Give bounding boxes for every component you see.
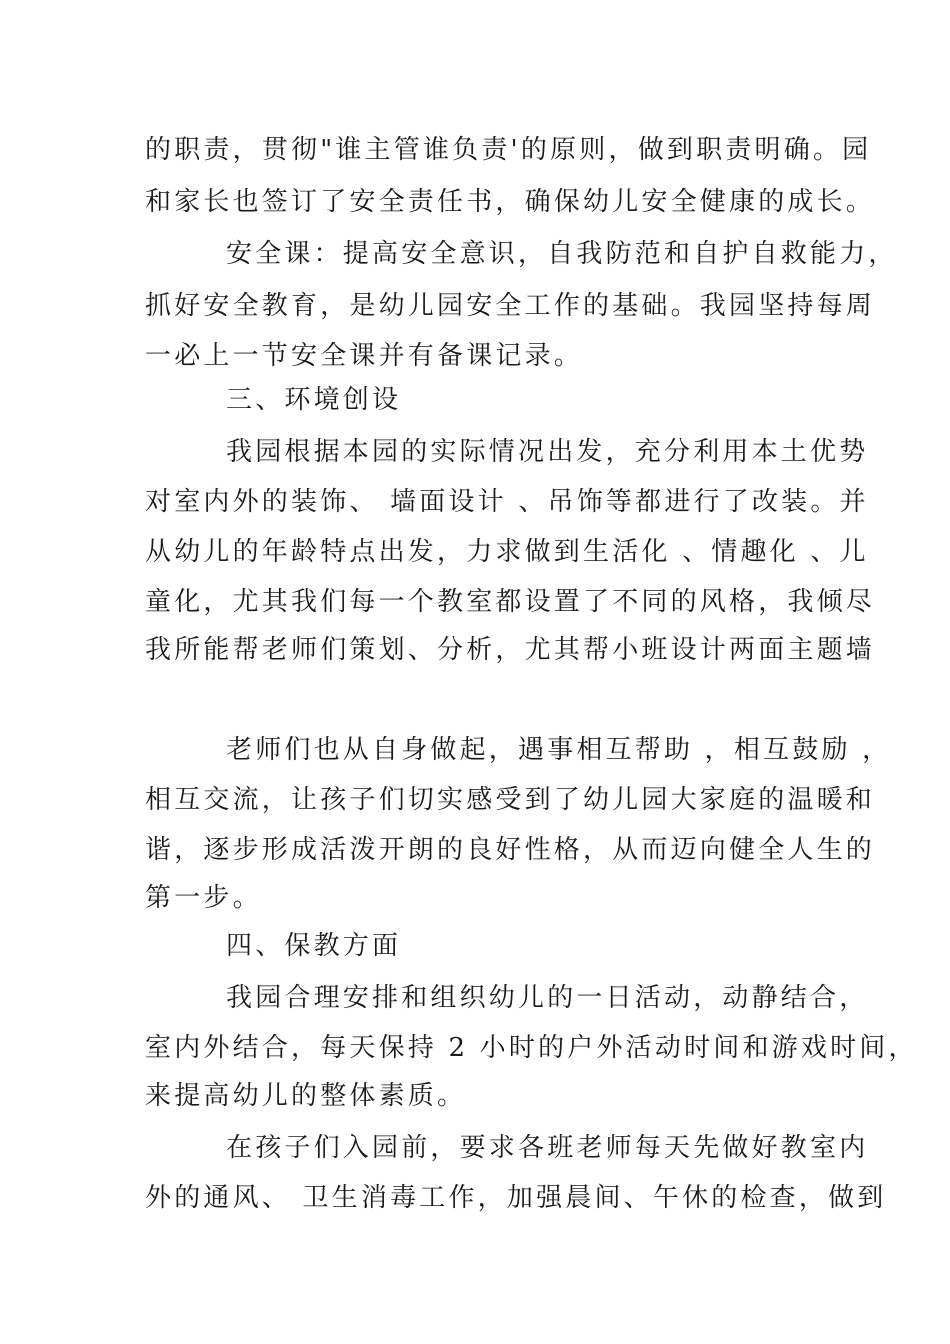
text-line: 抓好安全教育，是幼儿园安全工作的基础。我园坚持每周 bbox=[145, 291, 876, 321]
text-line: 谐，逐步形成活泼开朗的良好性格，从而迈向健全人生的 bbox=[145, 835, 876, 865]
text-line: 相互交流，让孩子们切实感受到了幼儿园大家庭的温暖和 bbox=[145, 785, 876, 815]
text-line: 室内外结合，每天保持 2 小时的户外活动时间和游戏时间， bbox=[145, 1033, 918, 1063]
section-heading: 三、环境创设 bbox=[226, 385, 402, 415]
text-line: 对室内外的装饰、 墙面设计 、吊饰等都进行了改装。并 bbox=[145, 487, 869, 517]
text-line: 安全课：提高安全意识，自我防范和自护自救能力， bbox=[226, 239, 898, 269]
text-line: 在孩子们入园前，要求各班老师每天先做好教室内 bbox=[226, 1133, 869, 1163]
text-line: 我所能帮老师们策划、分析，尤其帮小班设计两面主题墙 bbox=[145, 635, 876, 665]
text-line: 第一步。 bbox=[145, 883, 262, 913]
section-heading: 四、保教方面 bbox=[226, 931, 402, 961]
text-line: 童化，尤其我们每一个教室都设置了不同的风格，我倾尽 bbox=[145, 587, 876, 617]
text-line: 的职责，贯彻"谁主管谁负责'的原则，做到职责明确。园 bbox=[145, 135, 872, 165]
text-line: 我园合理安排和组织幼儿的一日活动，动静结合， bbox=[226, 983, 869, 1013]
text-line: 老师们也从自身做起，遇事相互帮助 ，相互鼓励 ， bbox=[226, 735, 892, 765]
text-line: 从幼儿的年龄特点出发，力求做到生活化 、情趣化 、儿 bbox=[145, 537, 869, 567]
text-line: 我园根据本园的实际情况出发，充分利用本土优势 bbox=[226, 437, 869, 467]
text-line: 一必上一节安全课并有备课记录。 bbox=[145, 341, 584, 371]
text-line: 和家长也签订了安全责任书，确保幼儿安全健康的成长。 bbox=[145, 187, 876, 217]
text-line: 来提高幼儿的整体素质。 bbox=[145, 1081, 467, 1111]
text-line: 外的通风、 卫生消毒工作，加强晨间、午休的检查，做到 bbox=[145, 1183, 887, 1213]
